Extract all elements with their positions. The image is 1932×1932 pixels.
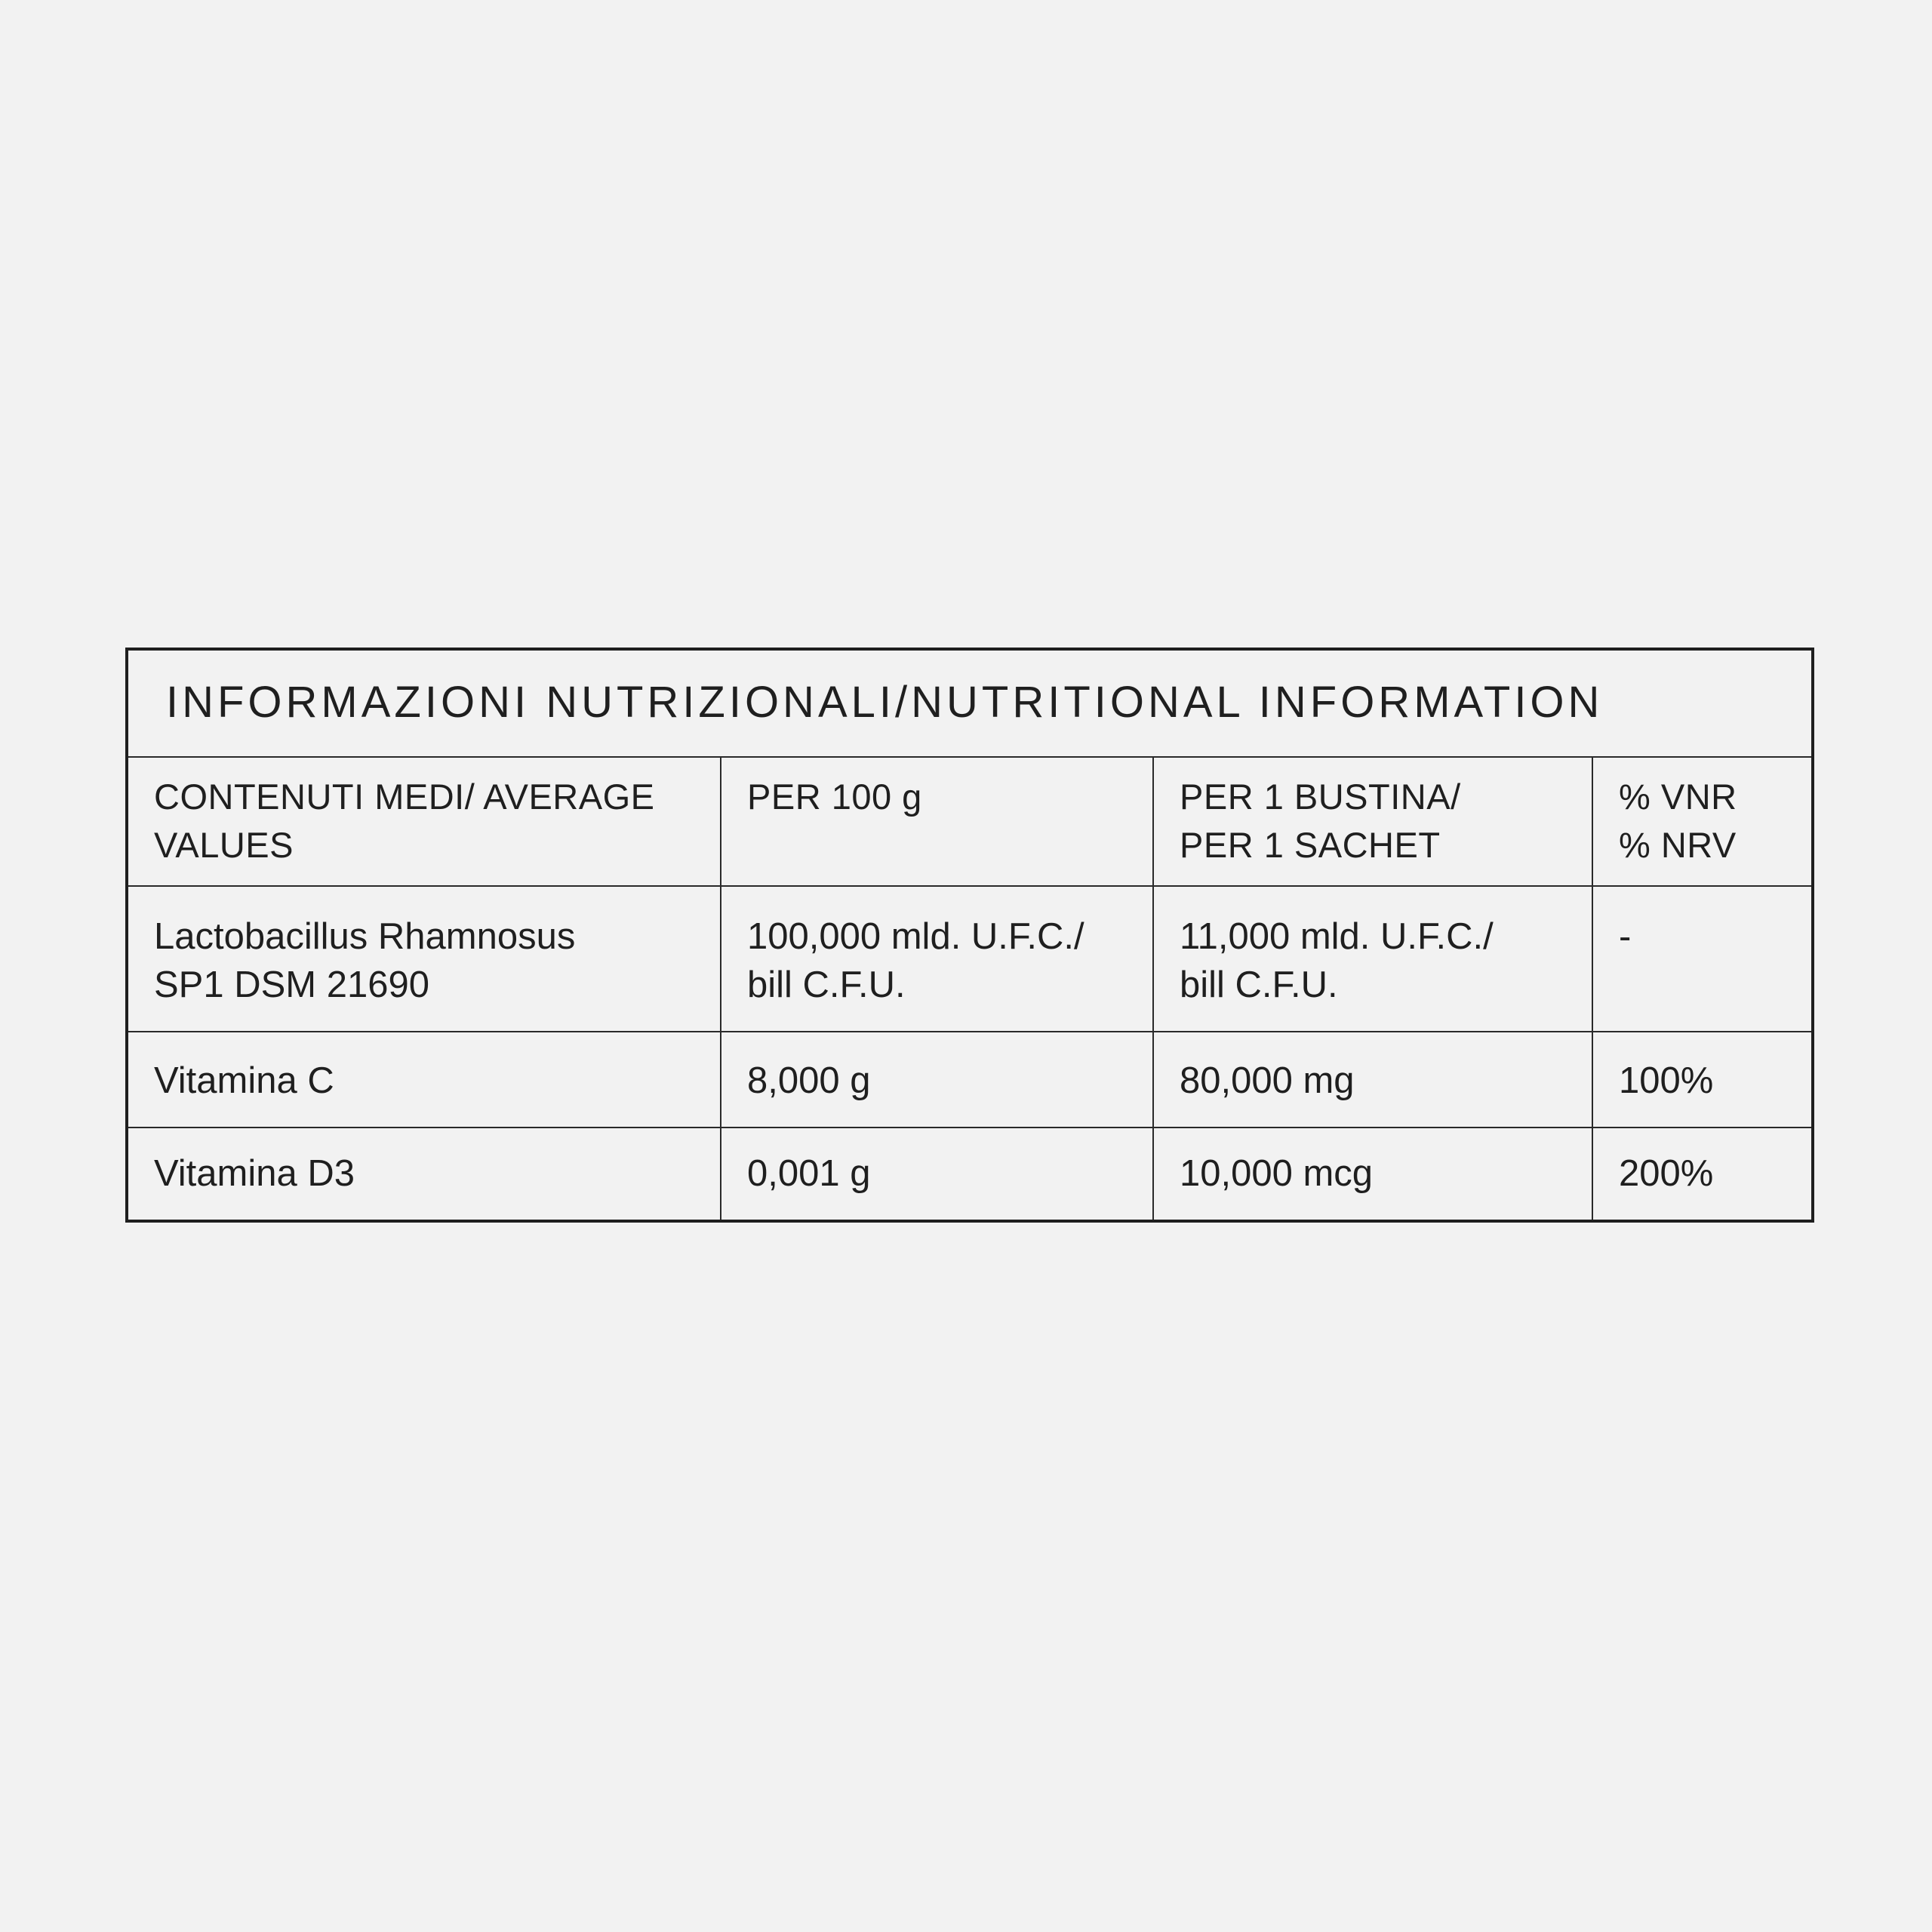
header-line: CONTENUTI MEDI/ AVERAGE <box>154 777 655 817</box>
cell-line: 11,000 mld. U.F.C./ <box>1180 916 1494 957</box>
nutrition-table <box>125 648 1814 1223</box>
cell-line: 200% <box>1619 1153 1714 1194</box>
cell-per-sachet <box>1152 887 1592 1031</box>
cell-line: 8,000 g <box>747 1060 871 1101</box>
cell-nutrient <box>128 887 720 1031</box>
cell-line: 80,000 mg <box>1180 1060 1355 1101</box>
cell-line: SP1 DSM 21690 <box>154 964 429 1005</box>
table-row <box>128 1128 1811 1220</box>
table-row <box>128 887 1811 1032</box>
cell-line: 0,001 g <box>747 1153 871 1194</box>
cell-per-sachet <box>1152 1032 1592 1127</box>
cell-nrv <box>1592 1032 1811 1127</box>
header-line: PER 100 g <box>747 777 922 817</box>
table-title-row <box>128 651 1811 758</box>
cell-line: Lactobacillus Rhamnosus <box>154 916 576 957</box>
cell-per-100g <box>720 1032 1152 1127</box>
cell-line: - <box>1619 916 1632 957</box>
cell-line: Vitamina D3 <box>154 1153 355 1194</box>
cell-line: 10,000 mcg <box>1180 1153 1374 1194</box>
cell-nrv <box>1592 1128 1811 1220</box>
cell-nutrient <box>128 1128 720 1220</box>
cell-line: 100% <box>1619 1060 1714 1101</box>
header-per-100g <box>720 758 1152 885</box>
table-row <box>128 1032 1811 1128</box>
header-per-sachet <box>1152 758 1592 885</box>
header-line: PER 1 SACHET <box>1180 825 1441 865</box>
cell-line: bill C.F.U. <box>1180 964 1338 1005</box>
header-line: % VNR <box>1619 777 1737 817</box>
cell-per-100g <box>720 887 1152 1031</box>
header-line: VALUES <box>154 825 294 865</box>
table-title: INFORMAZIONI NUTRIZIONALI/NUTRITIONAL INFORMATION <box>166 678 1604 727</box>
header-line: % NRV <box>1619 825 1737 865</box>
cell-per-100g <box>720 1128 1152 1220</box>
header-average-values <box>128 758 720 885</box>
cell-nutrient <box>128 1032 720 1127</box>
cell-per-sachet <box>1152 1128 1592 1220</box>
cell-line: Vitamina C <box>154 1060 334 1101</box>
cell-line: bill C.F.U. <box>747 964 906 1005</box>
cell-line: 100,000 mld. U.F.C./ <box>747 916 1084 957</box>
cell-nrv <box>1592 887 1811 1031</box>
table-header-row <box>128 758 1811 887</box>
header-line: PER 1 BUSTINA/ <box>1180 777 1461 817</box>
header-nrv <box>1592 758 1811 885</box>
